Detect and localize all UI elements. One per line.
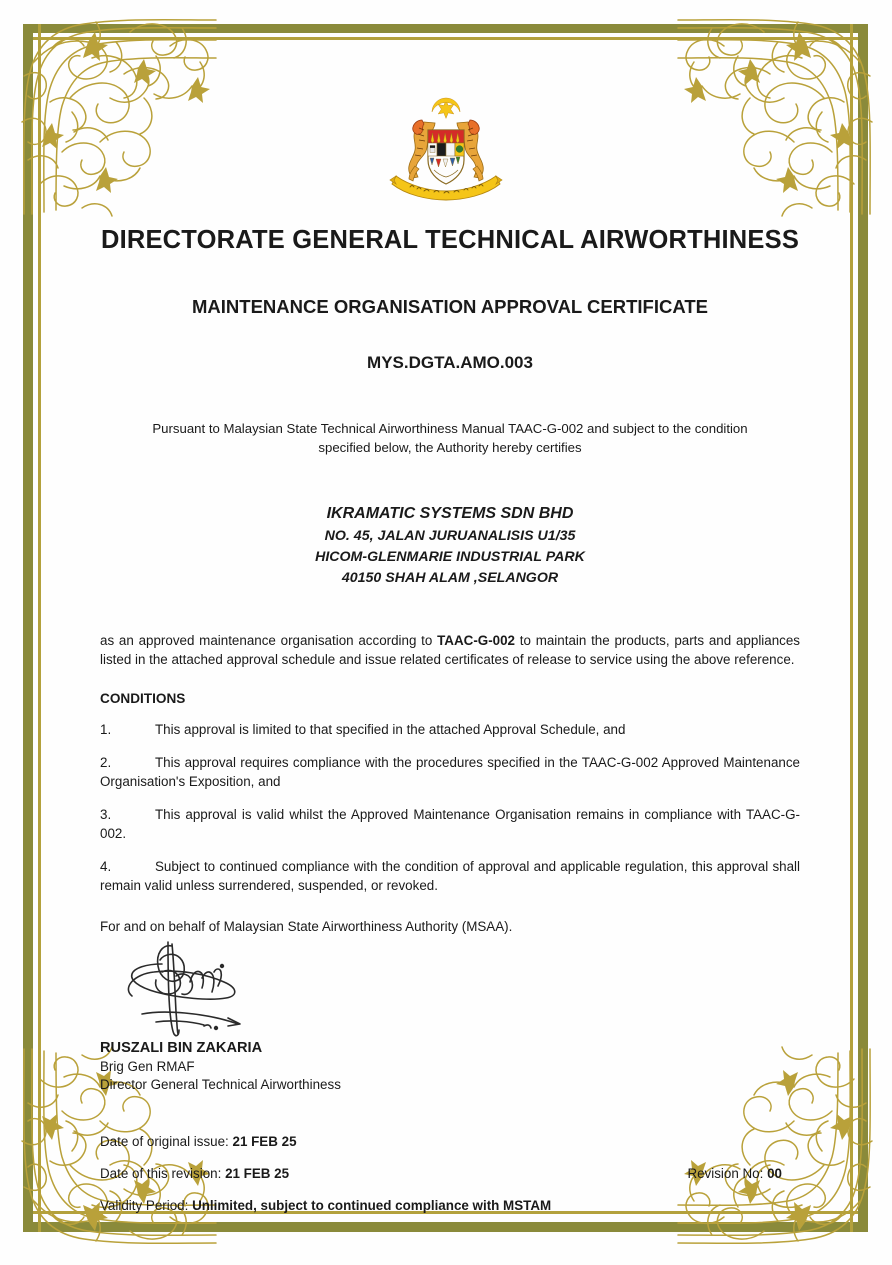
organisation-address-line-2: HICOM-GLENMARIE INDUSTRIAL PARK <box>315 548 585 565</box>
organisation-address-line-1: NO. 45, JALAN JURUANALISIS U1/35 <box>324 527 576 544</box>
signatory-name: RUSZALI BIN ZAKARIA <box>100 1039 263 1056</box>
revision-date-value: 21 FEB 25 <box>225 1165 290 1181</box>
revision-no-value: 00 <box>767 1165 782 1181</box>
approval-statement <box>100 631 800 669</box>
certificate-subtitle: MAINTENANCE ORGANISATION APPROVAL CERTIFICATE <box>192 295 708 317</box>
signatory-rank: Brig Gen RMAF <box>100 1058 195 1074</box>
on-behalf-statement: For and on behalf of Malaysian State Airworthiness Authority (MSAA). <box>100 918 513 934</box>
certificate-footer <box>100 1134 800 1213</box>
original-issue-row <box>100 1134 800 1149</box>
condition-number: 1. <box>100 721 112 737</box>
revision-number <box>687 1166 800 1181</box>
ornament-corner-top-left <box>4 2 219 217</box>
validity-label: Validity Period: <box>100 1197 189 1213</box>
organisation-name: IKRAMATIC SYSTEMS SDN BHD <box>326 504 574 522</box>
signatory-role: Director General Technical Airworthiness <box>100 1076 341 1092</box>
condition-item-2 <box>100 753 800 791</box>
conditions-heading: CONDITIONS <box>100 690 186 706</box>
validity-period <box>100 1198 551 1213</box>
condition-text: This approval is limited to that specified in the attached Approval Schedule, and <box>155 721 626 737</box>
validity-row <box>100 1198 800 1213</box>
pursuant-statement: Pursuant to Malaysian State Technical Airworthiness Manual TAAC-G-002 and subject to the condition specified below, the Authority hereby certifies <box>152 420 748 455</box>
original-issue-label: Date of original issue: <box>100 1133 229 1149</box>
condition-number: 3. <box>100 806 112 822</box>
condition-number: 2. <box>100 754 112 770</box>
handwritten-signature-icon <box>110 938 290 1038</box>
original-issue <box>100 1134 297 1149</box>
page-title: DIRECTORATE GENERAL TECHNICAL AIRWORTHINESS <box>100 226 800 254</box>
condition-item-4 <box>100 857 800 895</box>
condition-text: This approval is valid whilst the Approved Maintenance Organisation remains in compliance with TAAC-G-002. <box>100 806 800 841</box>
malaysian-coat-of-arms-emblem <box>366 92 526 204</box>
revision-date-label: Date of this revision: <box>100 1165 222 1181</box>
condition-item-3 <box>100 805 800 843</box>
signature-area <box>100 938 800 1038</box>
certificate-number: MYS.DGTA.AMO.003 <box>367 352 533 372</box>
organisation-address-line-3: 40150 SHAH ALAM ,SELANGOR <box>341 569 559 586</box>
original-issue-value: 21 FEB 25 <box>232 1133 297 1149</box>
approval-reference: TAAC-G-002 <box>437 632 515 648</box>
condition-item-1 <box>100 720 800 739</box>
approval-text-before: as an approved maintenance organisation according to <box>100 632 438 648</box>
revision-no-label: Revision No: <box>687 1165 764 1181</box>
condition-text: This approval requires compliance with the procedures specified in the TAAC-G-002 Approved Maintenance Organisation's Exposition, and <box>100 754 800 789</box>
revision-row <box>100 1166 800 1181</box>
revision-date <box>100 1166 289 1181</box>
approval-text-after: to maintain the products, parts and appliances listed in the attached approval schedule and issue related certificates of release to service using the above reference. <box>100 632 800 667</box>
validity-value: Unlimited, subject to continued compliance with MSTAM <box>192 1197 552 1213</box>
condition-number: 4. <box>100 858 112 874</box>
organisation-block <box>100 502 800 589</box>
condition-text: Subject to continued compliance with the condition of approval and applicable regulation, this approval shall remain valid unless surrendered, suspended, or revoked. <box>100 858 800 893</box>
ornament-corner-top-right <box>675 2 890 217</box>
certificate-content <box>100 225 800 1213</box>
